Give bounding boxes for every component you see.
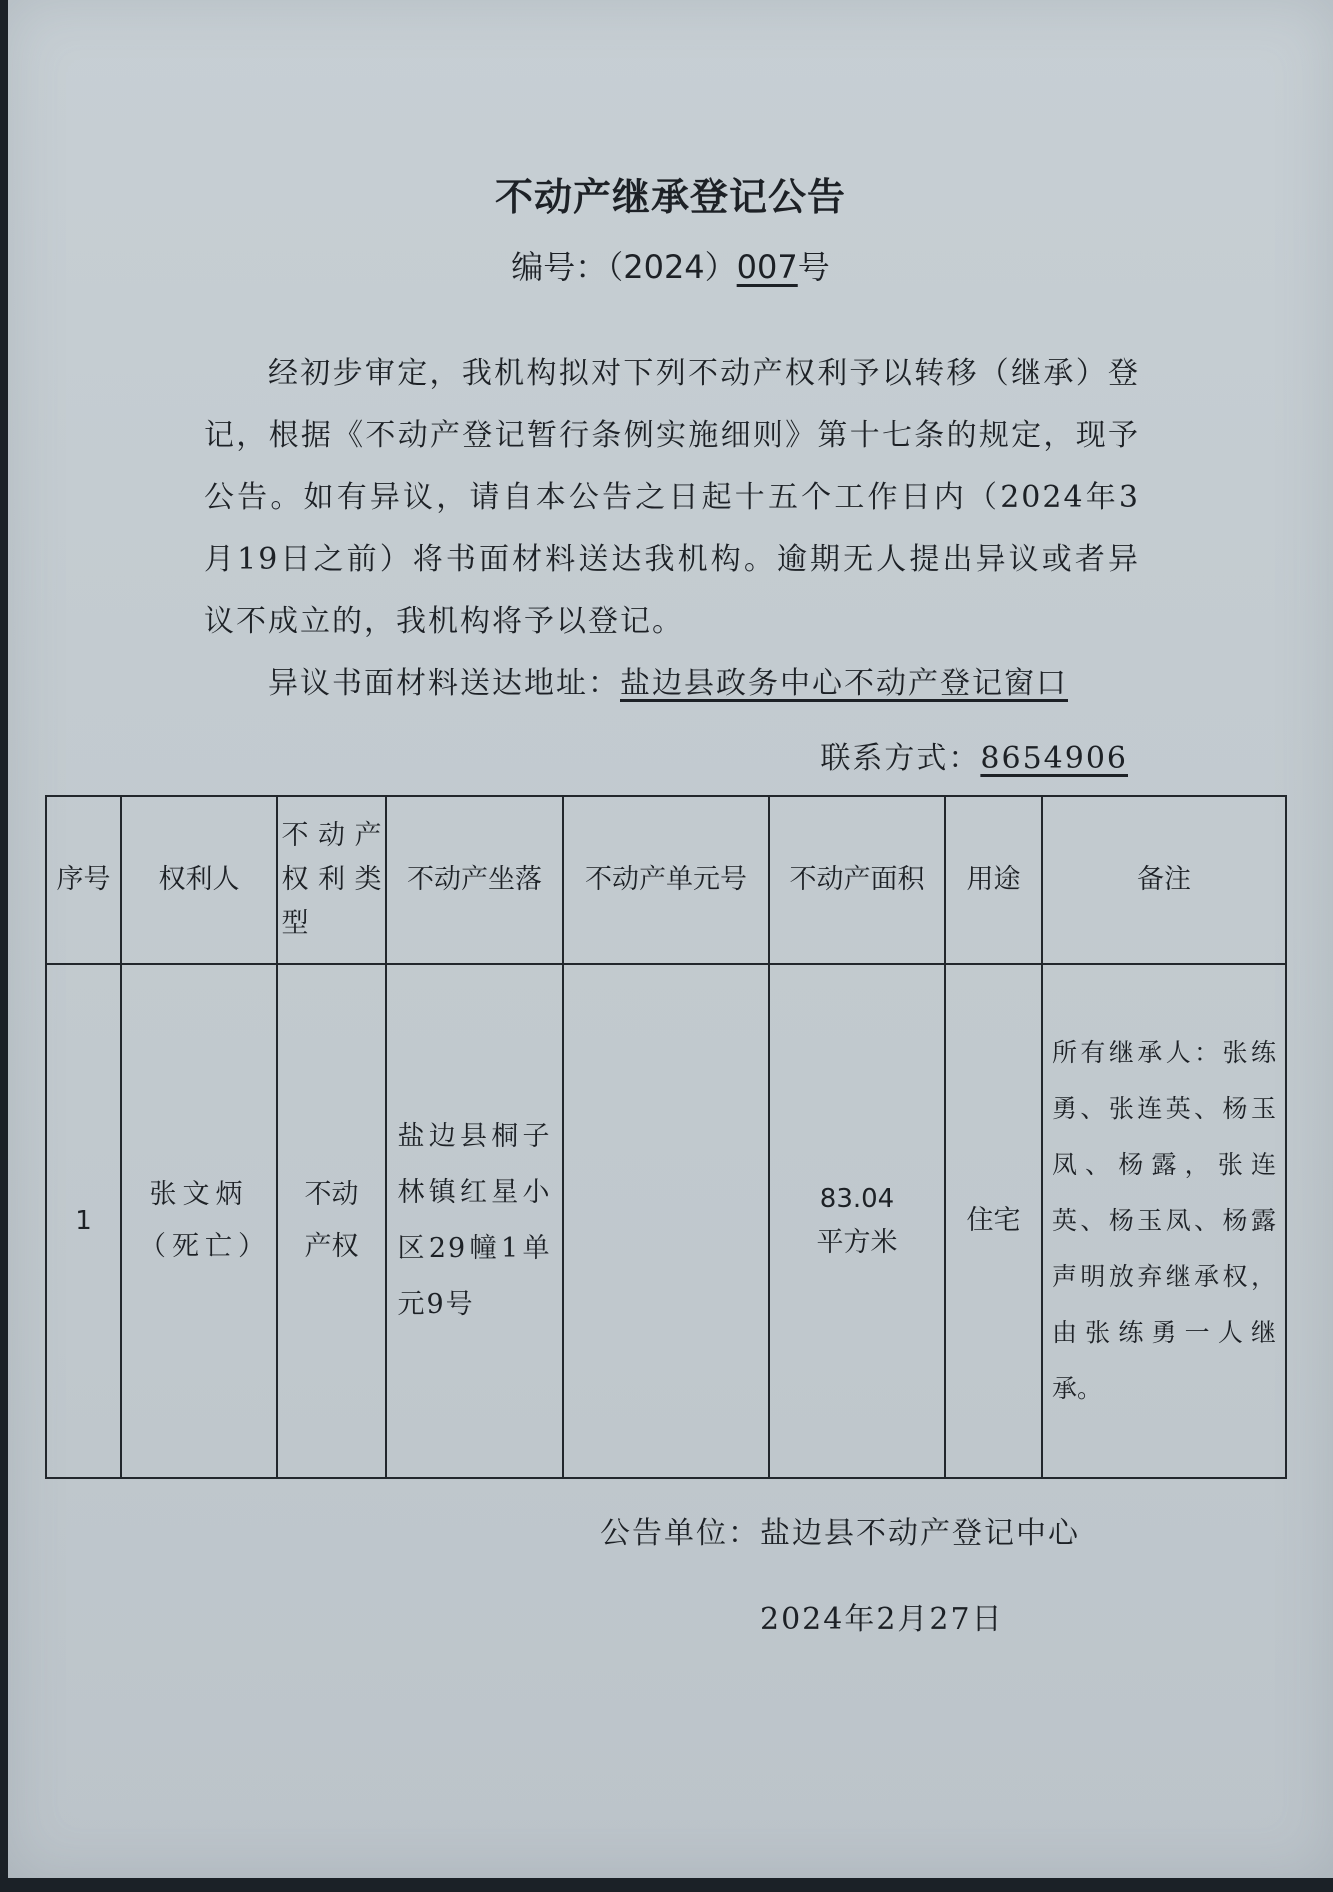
- cell-unit-no: [563, 964, 769, 1478]
- issue-date: 2024年2月27日: [760, 1602, 1004, 1637]
- notice-body: [204, 343, 1140, 715]
- header-remark: 备注: [1042, 796, 1286, 964]
- header-location: 不动产坐落: [386, 796, 563, 964]
- property-location: 盐边县桐子林镇红星小区29幢1单元9号: [397, 1121, 552, 1320]
- table-row: [46, 964, 1286, 1478]
- cell-type: [277, 964, 386, 1478]
- notice-title: 不动产继承登记公告: [494, 175, 846, 219]
- header-owner: 权利人: [121, 796, 277, 964]
- notice-number-value: 007: [736, 248, 798, 286]
- header-unit-no: 不动产单元号: [563, 796, 769, 964]
- cell-remark: [1042, 964, 1286, 1478]
- contact-line: [820, 735, 1128, 783]
- remark-text: 所有继承人：张练勇、张连英、杨玉凤、杨露，张连英、杨玉凤、杨露声明放弃继承权，由张练勇一人继承。: [1052, 1038, 1276, 1403]
- notice-paper: [8, 0, 1333, 1878]
- address-value: 盐边县政务中心不动产登记窗口: [620, 666, 1068, 701]
- notice-number-suffix: 号: [797, 248, 830, 286]
- header-use: 用途: [945, 796, 1042, 964]
- cell-area: [769, 964, 945, 1478]
- header-area: 不动产面积: [769, 796, 945, 964]
- owner-name: 张文炳（死亡）: [139, 1179, 271, 1262]
- cell-use: 住宅: [945, 964, 1042, 1478]
- area-unit: 平方米: [816, 1227, 898, 1258]
- header-seq: 序号: [46, 796, 121, 964]
- contact-label: 联系方式：: [820, 741, 981, 776]
- issuer-line: 公告单位：盐边县不动产登记中心: [600, 1516, 1080, 1551]
- notice-number: [8, 244, 1333, 290]
- cell-owner: [121, 964, 277, 1478]
- notice-number-prefix: 编号：（2024）: [511, 248, 737, 286]
- area-value: 83.04: [819, 1184, 895, 1214]
- property-type: 不动产权: [304, 1179, 359, 1262]
- notice-paragraph-address: [204, 653, 1140, 715]
- cell-seq: 1: [46, 964, 121, 1478]
- address-label: 异议书面材料送达地址：: [268, 666, 620, 701]
- notice-paragraph-main: 经初步审定，我机构拟对下列不动产权利予以转移（继承）登记，根据《不动产登记暂行条例实施细则》第十七条的规定，现予公告。如有异议，请自本公告之日起十五个工作日内（2024年3月19日之前）将书面材料送达我机构。逾期无人提出异议或者异议不成立的，我机构将予以登记。: [204, 356, 1140, 639]
- cell-location: [386, 964, 563, 1478]
- header-type-label: 不动产权利类型: [281, 820, 382, 939]
- contact-value: 8654906: [980, 741, 1128, 776]
- header-type: [277, 796, 386, 964]
- registration-table: [45, 795, 1287, 1479]
- table-header-row: [46, 796, 1286, 964]
